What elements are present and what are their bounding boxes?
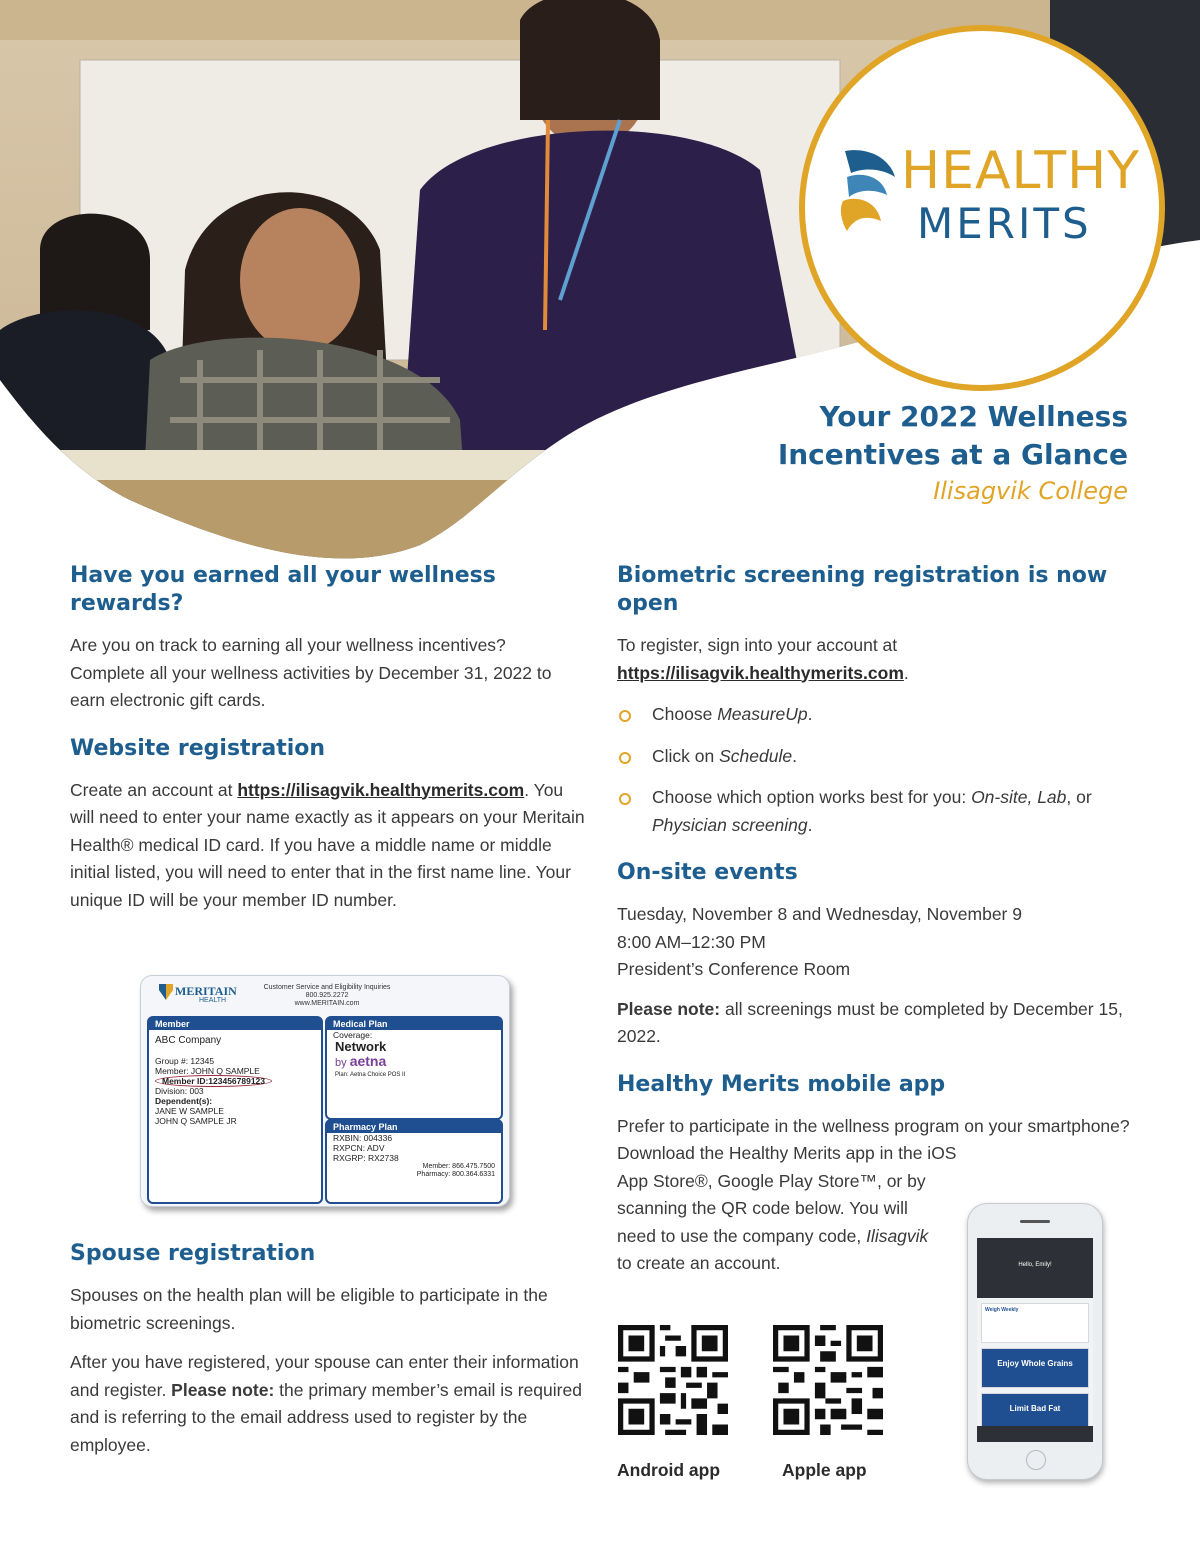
onsite-date: Tuesday, November 8 and Wednesday, November 9 [617,904,1022,924]
card-pharmacy-head: Pharmacy Plan [327,1121,501,1133]
card-medical-head: Medical Plan [327,1018,501,1030]
spouse-p2 [70,1349,585,1459]
card-coverage: Coverage: [333,1030,373,1040]
card-medical-panel [325,1016,503,1120]
app-intro: Prefer to participate in the wellness program on your smartphone? Download the Healthy Merits app in the iOS [617,1115,1130,1163]
app-instructions-end: to create an account. [617,1253,781,1273]
company-code: Ilisagvik [866,1225,929,1246]
spouse-note-label: Please note: [171,1379,275,1400]
phone-tile-title: Weigh Weekly [985,1307,1019,1313]
onsite-details [617,901,1137,984]
onsite-section [617,859,1137,1051]
phone-greeting: Hello, Emily! [1018,1262,1052,1268]
left-column [70,562,585,934]
onsite-note-text: all screenings must be completed by December 15, 2022. [617,998,1123,1046]
bullet-circle-icon [619,752,631,764]
website-section [70,735,585,915]
title-line-2: Incentives at a Glance [777,438,1128,471]
card-rxgrp: RXGRP: RX2738 [333,1153,399,1163]
card-dependent: JANE W SAMPLE [155,1106,224,1116]
spouse-p2-post: the primary member’s email is required and is referring to the email address used to register by the employee. [70,1379,582,1455]
bullet-circle-icon [619,793,631,805]
spouse-p1: Spouses on the health plan will be eligible to participate in the biometric screenings. [70,1285,548,1333]
app-instructions [617,1168,947,1278]
card-member-panel [147,1016,323,1204]
biometric-intro [617,632,1137,687]
phone-mockup [967,1203,1103,1480]
biometric-section [617,562,1137,839]
phone-tile: Limit Bad Fat [981,1393,1089,1433]
phone-speaker [1020,1220,1050,1223]
card-company: ABC Company [155,1035,222,1046]
onsite-note [617,996,1137,1051]
phone-tile: Enjoy Whole Grains [981,1348,1089,1388]
onsite-location: President’s Conference Room [617,959,851,979]
rewards-section [70,562,585,715]
apple-qr-code-icon[interactable] [773,1325,883,1435]
step-emphasis: Physician screening [652,814,808,835]
healthy-merits-logo-icon [837,143,907,243]
card-network: Network [335,1039,387,1054]
card-aetna-plan: Plan: Aetna Choice POS II [335,1072,406,1078]
bullet-circle-icon [619,710,631,722]
apple-app-label: Apple app [782,1460,867,1480]
card-group: Group #: 12345 [155,1056,215,1066]
spouse-heading: Spouse registration [70,1241,316,1266]
onsite-note-label: Please note: [617,998,721,1019]
step-text: Click on [652,745,720,766]
spouse-section [70,1240,585,1471]
step-emphasis: MeasureUp [717,704,808,724]
card-member-phone: Member: 866.475.7500 [422,1163,495,1170]
website-registration-link[interactable]: https://ilisagvik.healthymerits.com [237,779,525,800]
step-text: , or [1066,787,1092,807]
card-member-id [149,1076,321,1086]
app-heading: Healthy Merits mobile app [617,1071,946,1097]
right-column [617,562,1137,1298]
logo-merits-text: MERITS [917,199,1092,248]
card-rxbin: RXBIN: 004336 [333,1133,393,1143]
website-instructions: . You will need to enter your name exactly as it appears on your Meritain Health® medical ID card. If you have a middle name or middle initial listed, you will need to enter that in the first name line. Your unique ID will be your member ID number. [70,779,585,910]
card-by: by [335,1057,347,1069]
step-text-end: . [807,814,813,835]
card-aetna-brand: aetna [349,1053,387,1069]
phone-app-header [977,1238,1093,1298]
list-item [617,743,1137,771]
biometric-steps [617,701,1137,839]
card-dependent: JOHN Q SAMPLE JR [155,1116,237,1126]
card-logo-sub: HEALTH [199,997,227,1004]
card-aetna [327,1054,501,1070]
phone-nav-bar [977,1426,1093,1442]
biometric-registration-link[interactable]: https://ilisagvik.healthymerits.com [617,662,904,683]
biometric-link-end: . [903,662,909,683]
meritain-id-card [140,975,510,1207]
card-member-head: Member [149,1018,321,1030]
onsite-heading: On-site events [617,860,798,885]
card-logo: MERITAIN [175,984,237,998]
android-app-label: Android app [617,1460,721,1480]
step-text: Choose [652,704,718,724]
card-division: Division: 003 [155,1086,204,1096]
biometric-intro-text: To register, sign into your account at [617,635,898,655]
title-line-1: Your 2022 Wellness [819,400,1128,433]
college-name: Ilisagvik College [933,477,1128,505]
card-pharmacy-phone: Pharmacy: 800.364.6331 [416,1171,495,1178]
card-service-info [257,984,397,1008]
card-member-name: Member: JOHN Q SAMPLE [155,1066,260,1076]
card-pharmacy-panel [325,1119,503,1204]
page-title [778,398,1128,508]
step-text-end: . [792,745,797,766]
onsite-time: 8:00 AM–12:30 PM [617,931,766,952]
phone-home-button [1026,1450,1046,1470]
website-intro: Create an account at [70,779,238,800]
app-instructions-text: App Store®, Google Play Store™, or by scanning the QR code below. You will need to use the company code, [617,1170,926,1246]
list-item [617,701,1137,729]
logo-healthy-text: HEALTHY [901,141,1140,201]
step-text-end: . [807,704,813,724]
step-text: Choose which option works best for you: [652,787,972,807]
card-dependents-label: Dependent(s): [155,1096,213,1106]
website-heading: Website registration [70,735,326,761]
rewards-body: Are you on track to earning all your wellness incentives? Complete all your wellness activities by December 31, 2022 to earn electronic gift cards. [70,635,552,710]
website-body [70,777,585,915]
android-qr-code-icon[interactable] [618,1325,728,1435]
card-member-id-text: Member ID:123456789123 [155,1075,272,1087]
phone-screen [977,1238,1093,1442]
card-service-line: Customer Service and Eligibility Inquiries [263,984,391,991]
phone-tile [981,1303,1089,1343]
biometric-heading: Biometric screening registration is now open [617,563,1108,616]
meritain-logo-icon [159,984,173,1000]
step-emphasis: On-site, Lab [971,787,1067,807]
card-service-web: www.MERITAIN.com [294,1000,360,1007]
list-item [617,784,1137,839]
step-emphasis: Schedule [719,745,793,766]
spouse-p2-pre: After you have registered, your spouse can enter their information and register. [70,1352,579,1400]
logo-circle [799,25,1165,391]
card-rxpcn: RXPCN: ADV [333,1143,385,1153]
card-service-phone: 800.925.2272 [305,992,349,999]
rewards-heading: Have you earned all your wellness rewards? [70,563,496,616]
